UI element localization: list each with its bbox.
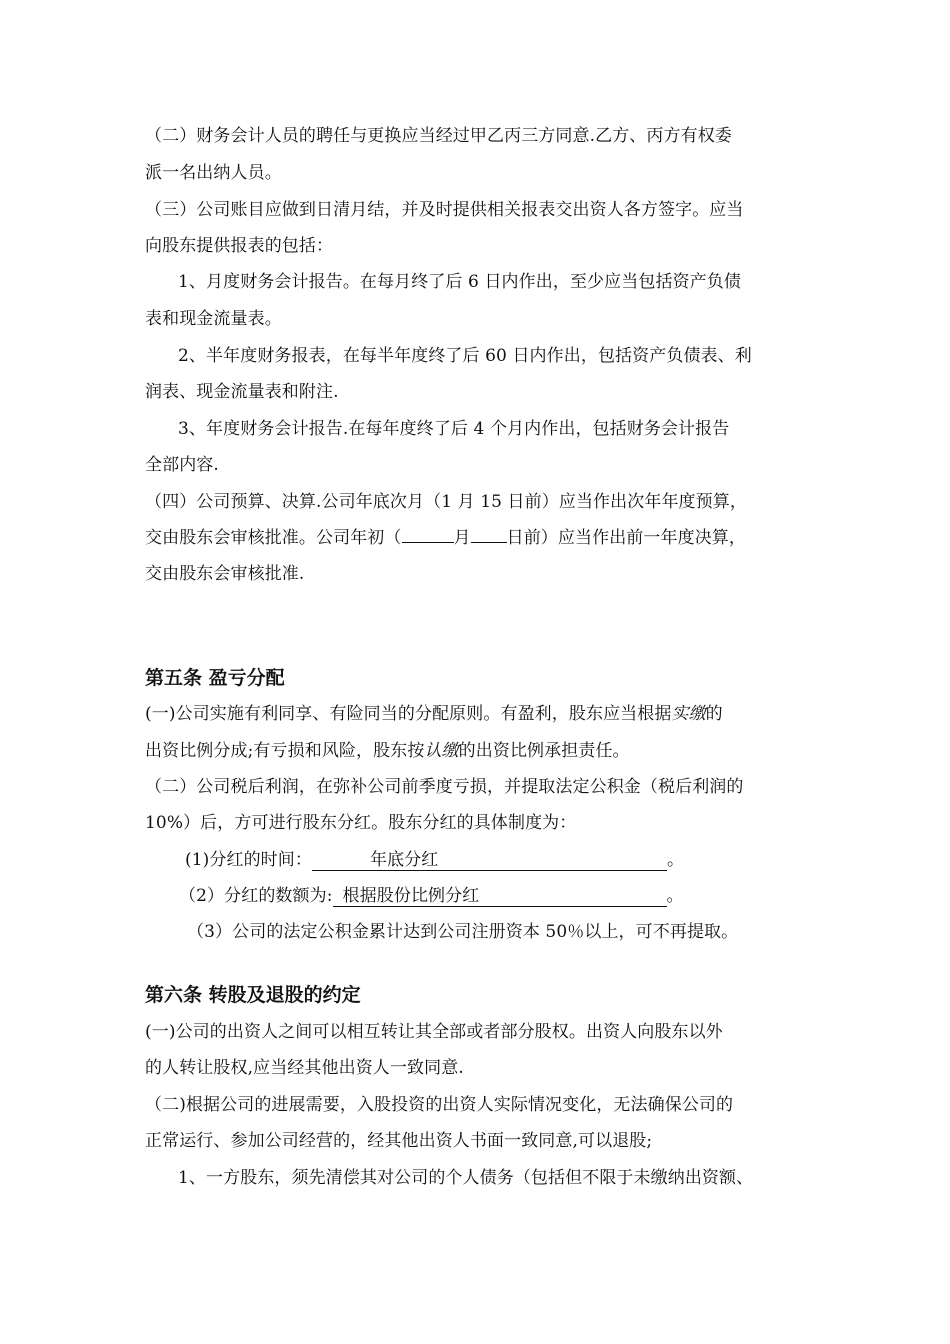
s4-report2-line2: 润表、现金流量表和附注. — [145, 382, 339, 402]
s4-p4-line2-mid1: 月 — [453, 528, 471, 548]
s4-p4-line3: 交由股东会审核批准. — [145, 564, 305, 584]
s5-item3: （3）公司的法定公积金累计达到公司注册资本 50％以上，可不再提取。 — [187, 922, 739, 942]
s5-emphasis-paid: 实缴 — [671, 704, 706, 724]
day-blank — [471, 542, 507, 543]
s4-p4-line2-mid2: 日前）应当作出前一年度决算， — [506, 528, 747, 548]
s5-item2-value: 根据股份比例分红 — [333, 886, 667, 907]
s5-p1-line1-post: 的 — [705, 704, 723, 724]
s4-report1-line1: 1、月度财务会计报告。在每月终了后 6 日内作出，至少应当包括资产负债 — [178, 272, 741, 292]
s4-p3-line2: 向股东提供报表的包括： — [145, 236, 334, 256]
section6-heading: 第六条 转股及退股的约定 — [145, 984, 361, 1006]
s5-item2 — [179, 884, 684, 908]
s6-p2-line1: （二)根据公司的进展需要，入股投资的出资人实际情况变化，无法确保公司的 — [145, 1095, 734, 1115]
s4-report3-line2: 全部内容. — [145, 455, 219, 475]
s5-p2-line2: 10%）后，方可进行股东分红。股东分红的具体制度为： — [145, 813, 577, 833]
s5-item2-label: （2）分红的数额为: — [179, 886, 333, 906]
s5-item1-value: 年底分红 — [312, 850, 667, 871]
s5-p1-line1-pre: (一)公司实施有利同享、有险同当的分配原则。有盈利，股东应当根据 — [145, 704, 672, 724]
s4-p2-line2: 派一名出纳人员。 — [145, 163, 282, 183]
s4-report3-line1: 3、年度财务会计报告.在每年度终了后 4 个月内作出，包括财务会计报告 — [178, 419, 730, 439]
s5-emphasis-subscribed: 认缴 — [424, 741, 459, 761]
s4-report2-line1: 2、半年度财务报表，在每半年度终了后 60 日内作出，包括资产负债表、利 — [178, 346, 752, 366]
s5-item1-end: 。 — [666, 850, 685, 870]
s6-p2-line2: 正常运行、参加公司经营的，经其他出资人书面一致同意,可以退股; — [145, 1131, 653, 1151]
s4-p3-line1: （三）公司账目应做到日清月结，并及时提供相关报表交出资人各方签字。应当 — [145, 200, 744, 220]
s5-p1-line2 — [145, 739, 630, 763]
s5-p2-line1: （二）公司税后利润，在弥补公司前季度亏损，并提取法定公积金（税后利润的 — [145, 777, 744, 797]
s6-p1-line2: 的人转让股权,应当经其他出资人一致同意. — [145, 1058, 464, 1078]
s4-p4-line2-pre: 交由股东会审核批准。公司年初（ — [145, 528, 402, 548]
s6-p1-line1: (一)公司的出资人之间可以相互转让其全部或者部分股权。出资人向股东以外 — [145, 1022, 723, 1042]
s4-p2-line1: （二）财务会计人员的聘任与更换应当经过甲乙丙三方同意.乙方、丙方有权委 — [145, 126, 732, 146]
s4-report1-line2: 表和现金流量表。 — [145, 309, 282, 329]
s5-item1 — [185, 848, 684, 872]
s5-p1-line2-post: 的出资比例承担责任。 — [458, 741, 630, 761]
s6-rule1-line1: 1、一方股东，须先清偿其对公司的个人债务（包括但不限于未缴纳出资额、 — [178, 1168, 754, 1188]
s5-item1-label: (1)分红的时间： — [185, 850, 312, 870]
section5-heading: 第五条 盈亏分配 — [145, 667, 285, 689]
s4-p4-line1: （四）公司预算、决算.公司年底次月（1 月 15 日前）应当作出次年年度预算， — [145, 492, 747, 512]
s4-p4-line2 — [145, 526, 746, 550]
s5-p1-line2-pre: 出资比例分成;有亏损和风险，股东按 — [145, 741, 425, 761]
s5-p1-line1 — [145, 702, 723, 726]
month-blank — [402, 542, 454, 543]
s5-item2-end: 。 — [666, 886, 684, 906]
